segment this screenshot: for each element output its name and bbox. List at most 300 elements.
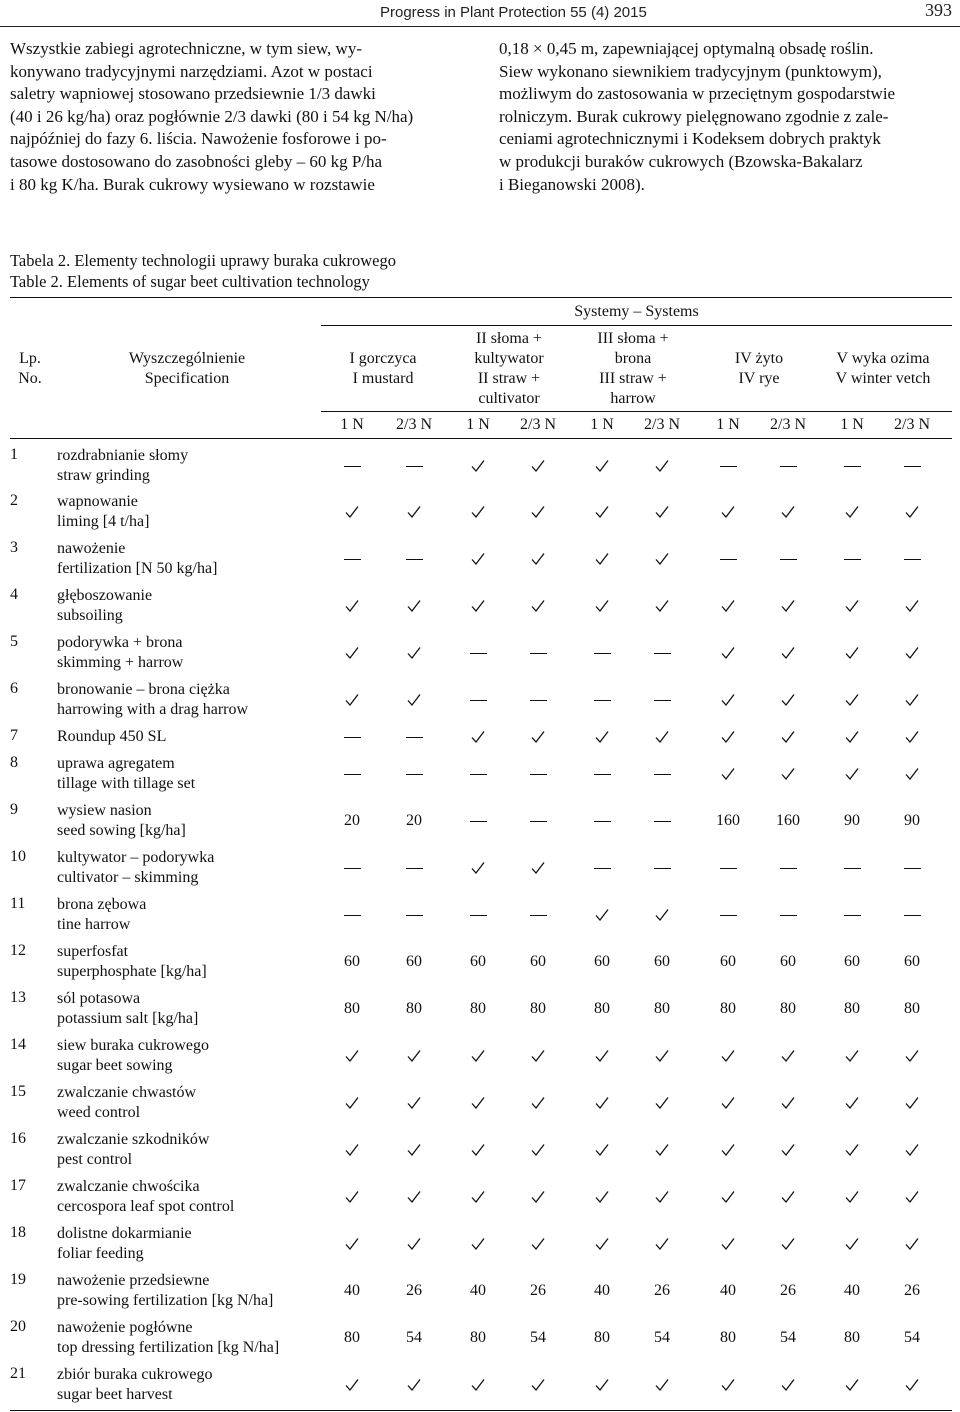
check-icon: [882, 1093, 942, 1113]
row-number: 16: [10, 1130, 26, 1147]
table-cell-value: 26: [904, 1282, 920, 1299]
check-icon: [508, 549, 568, 569]
table-cell-value: 80: [904, 1000, 920, 1017]
check-icon: [384, 1375, 444, 1395]
table-caption-en: Table 2. Elements of sugar beet cultivation technology: [10, 272, 370, 291]
n-dose-header: 1 N: [716, 416, 740, 433]
row-label-pl: nawożenie: [57, 540, 126, 557]
check-icon: [822, 1234, 882, 1254]
check-icon: [322, 1187, 382, 1207]
check-icon: [822, 1187, 882, 1207]
row-label: [57, 989, 198, 1029]
text-line: możliwym do zastosowania w przeciętnym gospodarstwie: [499, 84, 896, 104]
row-label-pl: nawożenie przedsiewne: [57, 1272, 210, 1289]
dash-icon: [322, 549, 382, 569]
n-dose-header: 1 N: [340, 416, 364, 433]
row-number: 8: [10, 754, 18, 771]
n-dose-header: 1 N: [466, 416, 490, 433]
check-icon: [758, 1234, 818, 1254]
check-icon: [822, 727, 882, 747]
row-label: [57, 1271, 273, 1311]
row-label-en: potassium salt [kg/ha]: [57, 1010, 199, 1027]
check-icon: [632, 549, 692, 569]
check-icon: [758, 1140, 818, 1160]
n-dose-header: 1 N: [840, 416, 864, 433]
row-number: 18: [10, 1224, 26, 1241]
check-icon: [384, 1093, 444, 1113]
check-icon: [572, 1140, 632, 1160]
table-cell-value: 90: [904, 812, 920, 829]
check-icon: [758, 502, 818, 522]
row-label-en: tillage with tillage set: [57, 775, 196, 792]
table-cell-value: 80: [844, 1000, 860, 1017]
row-label-en: pest control: [57, 1151, 133, 1168]
row-number: 3: [10, 539, 18, 556]
dash-icon: [572, 643, 632, 663]
text-line: konywano tradycyjnymi narzędziami. Azot w postaci: [10, 61, 373, 81]
table-cell-value: 60: [594, 953, 610, 970]
table-cell-value: 40: [344, 1282, 360, 1299]
col-header-spec-en: Specification: [144, 370, 230, 387]
text-line: (40 i 26 kg/ha) oraz pogłównie 2/3 dawki (80 i 54 kg N/ha): [10, 106, 414, 126]
check-icon: [322, 502, 382, 522]
col-header-lp-pl: Lp.: [19, 350, 41, 367]
table-cell-value: 60: [780, 953, 796, 970]
table-cell-value: 80: [720, 1000, 736, 1017]
system-header-line: [322, 389, 444, 409]
dash-icon: [572, 858, 632, 878]
check-icon: [448, 858, 508, 878]
check-icon: [698, 1187, 758, 1207]
row-label: [57, 1036, 209, 1076]
check-icon: [572, 1187, 632, 1207]
row-label-pl: głęboszowanie: [57, 587, 153, 604]
table-cell-value: 60: [470, 953, 486, 970]
table-cell-value: 80: [844, 1329, 860, 1346]
check-icon: [698, 1140, 758, 1160]
system-header-line: I mustard: [352, 370, 414, 387]
check-icon: [822, 502, 882, 522]
row-label: [57, 942, 207, 982]
check-icon: [882, 596, 942, 616]
check-icon: [572, 456, 632, 476]
table-cell-value: 20: [344, 812, 360, 829]
text-line: i Bieganowski 2008).: [499, 174, 645, 194]
table-cell-value: 20: [406, 812, 422, 829]
table-cell-value: 54: [654, 1329, 670, 1346]
check-icon: [384, 1187, 444, 1207]
check-icon: [322, 1046, 382, 1066]
dash-icon: [882, 905, 942, 925]
check-icon: [448, 456, 508, 476]
row-number: 10: [10, 848, 26, 865]
systems-header: Systemy – Systems: [574, 303, 699, 320]
row-label-pl: zwalczanie szkodników: [57, 1131, 210, 1148]
dash-icon: [882, 549, 942, 569]
row-label: [57, 727, 166, 747]
check-icon: [758, 1375, 818, 1395]
system-header-line: III straw +: [599, 370, 667, 387]
table-cell-value: 26: [654, 1282, 670, 1299]
row-label-en: liming [4 t/ha]: [57, 513, 150, 530]
check-icon: [822, 596, 882, 616]
check-icon: [572, 727, 632, 747]
check-icon: [632, 596, 692, 616]
check-icon: [822, 1140, 882, 1160]
system-header-line: harrow: [610, 390, 656, 407]
check-icon: [448, 1140, 508, 1160]
system-header-line: brona: [614, 350, 652, 367]
table-cell-value: 80: [470, 1000, 486, 1017]
row-label-pl: bronowanie – brona ciężka: [57, 681, 230, 698]
table-cell-value: 60: [904, 953, 920, 970]
dash-icon: [322, 727, 382, 747]
table-cell-value: 40: [720, 1282, 736, 1299]
row-label-en: fertilization [N 50 kg/ha]: [57, 560, 218, 577]
check-icon: [572, 1093, 632, 1113]
check-icon: [322, 1234, 382, 1254]
table-cell-value: 80: [530, 1000, 546, 1017]
dash-icon: [822, 858, 882, 878]
row-number: 5: [10, 633, 18, 650]
row-label-en: foliar feeding: [57, 1245, 144, 1262]
row-label: [57, 1130, 209, 1170]
table-caption-pl: Tabela 2. Elementy technologii uprawy buraka cukrowego: [10, 251, 397, 270]
dash-icon: [572, 764, 632, 784]
dash-icon: [698, 858, 758, 878]
n-dose-header: 1 N: [590, 416, 614, 433]
row-number: 6: [10, 680, 18, 697]
dash-icon: [882, 456, 942, 476]
check-icon: [758, 690, 818, 710]
check-icon: [572, 1375, 632, 1395]
table-cell-value: 80: [344, 1000, 360, 1017]
row-label-pl: nawożenie pogłówne: [57, 1319, 193, 1336]
dash-icon: [508, 643, 568, 663]
dash-icon: [508, 811, 568, 831]
row-number: 19: [10, 1271, 26, 1288]
check-icon: [508, 1140, 568, 1160]
col-header-spec-pl: Wyszczególnienie: [128, 350, 246, 367]
dash-icon: [632, 858, 692, 878]
n-header-rule: [321, 411, 952, 412]
check-icon: [572, 1046, 632, 1066]
dash-icon: [384, 456, 444, 476]
check-icon: [632, 502, 692, 522]
row-label-en: weed control: [57, 1104, 141, 1121]
row-label-pl: wapnowanie: [57, 493, 138, 510]
check-icon: [882, 502, 942, 522]
table-cell-value: 80: [470, 1329, 486, 1346]
body-text-right: [499, 38, 955, 196]
check-icon: [632, 1234, 692, 1254]
check-icon: [384, 502, 444, 522]
dash-icon: [632, 811, 692, 831]
row-label: [57, 848, 214, 888]
table-cell-value: 26: [530, 1282, 546, 1299]
text-line: rolniczym. Burak cukrowy pielęgnowano zgodnie z zale-: [499, 106, 889, 126]
text-line: ceniami agrotechnicznymi i Kodeksem dobrych praktyk: [499, 129, 881, 149]
row-label-pl: podorywka + brona: [57, 634, 183, 651]
row-number: 4: [10, 586, 18, 603]
check-icon: [384, 1046, 444, 1066]
dash-icon: [758, 456, 818, 476]
row-label-pl: sól potasowa: [57, 990, 141, 1007]
row-label-en: straw grinding: [57, 467, 150, 484]
row-label: [57, 754, 195, 794]
row-label-pl: kultywator – podorywka: [57, 849, 215, 866]
dash-icon: [448, 643, 508, 663]
dash-icon: [322, 858, 382, 878]
check-icon: [882, 1187, 942, 1207]
row-label-pl: siew buraka cukrowego: [57, 1037, 209, 1054]
row-number: 2: [10, 492, 18, 509]
n-dose-header: 2/3 N: [644, 416, 680, 433]
row-label-pl: superfosfat: [57, 943, 129, 960]
check-icon: [758, 1046, 818, 1066]
row-label-en: cercospora leaf spot control: [57, 1198, 235, 1215]
table-cell-value: 80: [344, 1329, 360, 1346]
row-label-pl: zbiór buraka cukrowego: [57, 1366, 213, 1383]
row-label-en: top dressing fertilization [kg N/ha]: [57, 1339, 280, 1356]
check-icon: [632, 1140, 692, 1160]
system-header-line: I gorczyca: [349, 350, 417, 367]
check-icon: [698, 727, 758, 747]
dash-icon: [322, 456, 382, 476]
body-text-left: [10, 38, 468, 196]
n-dose-header: 2/3 N: [770, 416, 806, 433]
system-header-2: [448, 329, 570, 409]
row-label: [57, 586, 152, 626]
check-icon: [758, 643, 818, 663]
check-icon: [572, 1234, 632, 1254]
check-icon: [698, 1046, 758, 1066]
row-label: [57, 801, 186, 841]
check-icon: [448, 1046, 508, 1066]
table-cell-value: 54: [406, 1329, 422, 1346]
dash-icon: [822, 905, 882, 925]
table-cell-value: 60: [844, 953, 860, 970]
row-label-en: sugar beet harvest: [57, 1386, 173, 1403]
check-icon: [632, 1093, 692, 1113]
row-number: 7: [10, 727, 18, 744]
row-label: [57, 446, 188, 486]
check-icon: [758, 596, 818, 616]
system-header-line: cultivator: [478, 390, 540, 407]
dash-icon: [508, 905, 568, 925]
dash-icon: [632, 643, 692, 663]
dash-icon: [572, 811, 632, 831]
text-line: saletry wapniowej stosowano przedsiewnie 1/3 dawki: [10, 84, 376, 104]
text-line: w produkcji buraków cukrowych (Bzowska-Bakalarz: [499, 151, 863, 171]
n-dose-header: 2/3 N: [520, 416, 556, 433]
check-icon: [822, 1093, 882, 1113]
check-icon: [882, 727, 942, 747]
system-header-3: [572, 329, 694, 409]
row-label: [57, 1318, 279, 1358]
check-icon: [508, 502, 568, 522]
system-header-line: [698, 329, 820, 349]
check-icon: [758, 1187, 818, 1207]
check-icon: [448, 596, 508, 616]
dash-icon: [758, 905, 818, 925]
row-label-pl: brona zębowa: [57, 896, 147, 913]
dash-icon: [384, 549, 444, 569]
dash-icon: [384, 858, 444, 878]
table-cell-value: 80: [720, 1329, 736, 1346]
table-cell-value: 90: [844, 812, 860, 829]
check-icon: [882, 1140, 942, 1160]
dash-icon: [384, 727, 444, 747]
dash-icon: [384, 905, 444, 925]
system-header-line: kultywator: [474, 350, 544, 367]
row-number: 13: [10, 989, 26, 1006]
table-cell-value: 60: [406, 953, 422, 970]
check-icon: [882, 643, 942, 663]
check-icon: [384, 1140, 444, 1160]
table-cell-value: 54: [530, 1329, 546, 1346]
system-header-line: [698, 389, 820, 409]
check-icon: [322, 596, 382, 616]
system-header-line: III słoma +: [597, 330, 669, 347]
check-icon: [882, 764, 942, 784]
row-label-en: subsoiling: [57, 607, 123, 624]
check-icon: [508, 596, 568, 616]
dash-icon: [448, 690, 508, 710]
col-header-lp: [10, 349, 50, 389]
check-icon: [822, 643, 882, 663]
row-label-pl: dolistne dokarmianie: [57, 1225, 192, 1242]
dash-icon: [632, 764, 692, 784]
table-cell-value: 54: [904, 1329, 920, 1346]
check-icon: [448, 502, 508, 522]
check-icon: [322, 1375, 382, 1395]
check-icon: [698, 764, 758, 784]
table-cell-value: 40: [470, 1282, 486, 1299]
n-dose-header: 2/3 N: [396, 416, 432, 433]
check-icon: [508, 1375, 568, 1395]
check-icon: [508, 456, 568, 476]
row-label: [57, 1365, 213, 1405]
dash-icon: [572, 690, 632, 710]
check-icon: [448, 1375, 508, 1395]
check-icon: [882, 690, 942, 710]
dash-icon: [822, 549, 882, 569]
check-icon: [632, 905, 692, 925]
table-cell-value: 26: [780, 1282, 796, 1299]
row-label-en: sugar beet sowing: [57, 1057, 173, 1074]
table-cell-value: 60: [720, 953, 736, 970]
row-number: 14: [10, 1036, 26, 1053]
check-icon: [322, 690, 382, 710]
check-icon: [882, 1375, 942, 1395]
text-line: i 80 kg K/ha. Burak cukrowy wysiewano w rozstawie: [10, 174, 375, 194]
check-icon: [632, 727, 692, 747]
check-icon: [448, 549, 508, 569]
row-label-en: superphosphate [kg/ha]: [57, 963, 207, 980]
table-cell-value: 40: [594, 1282, 610, 1299]
dash-icon: [448, 764, 508, 784]
row-number: 17: [10, 1177, 26, 1194]
row-label-pl: zwalczanie chwościka: [57, 1178, 200, 1195]
systems-header-rule: [321, 325, 952, 326]
check-icon: [448, 1234, 508, 1254]
text-line: najpóźniej do fazy 6. liścia. Nawożenie fosforowe i po-: [10, 129, 387, 149]
check-icon: [508, 1187, 568, 1207]
row-number: 11: [10, 895, 26, 912]
row-label-en: seed sowing [kg/ha]: [57, 822, 186, 839]
system-header-line: II straw +: [477, 370, 541, 387]
dash-icon: [322, 764, 382, 784]
dash-icon: [698, 905, 758, 925]
system-header-5: [822, 329, 944, 409]
system-header-line: [822, 329, 944, 349]
table-cell-value: 80: [780, 1000, 796, 1017]
check-icon: [822, 1375, 882, 1395]
check-icon: [698, 596, 758, 616]
system-header-4: [698, 329, 820, 409]
row-label: [57, 1177, 234, 1217]
row-label-pl: rozdrabnianie słomy: [57, 447, 189, 464]
check-icon: [632, 1375, 692, 1395]
row-label: [57, 539, 217, 579]
check-icon: [322, 643, 382, 663]
table-cell-value: 80: [594, 1329, 610, 1346]
check-icon: [698, 1093, 758, 1113]
row-label-en: pre-sowing fertilization [kg N/ha]: [57, 1292, 274, 1309]
check-icon: [508, 727, 568, 747]
table-cell-value: 160: [776, 812, 800, 829]
n-dose-header: 2/3 N: [894, 416, 930, 433]
system-header-line: V wyka ozima: [836, 350, 930, 367]
check-icon: [384, 596, 444, 616]
header-divider: [0, 26, 960, 27]
table-header-rule: [10, 438, 952, 439]
dash-icon: [448, 905, 508, 925]
row-label: [57, 895, 146, 935]
dash-icon: [632, 690, 692, 710]
table-cell-value: 60: [654, 953, 670, 970]
row-label: [57, 1083, 196, 1123]
check-icon: [572, 502, 632, 522]
check-icon: [572, 549, 632, 569]
row-label: [57, 680, 248, 720]
journal-header: Progress in Plant Protection 55 (4) 2015: [380, 4, 647, 21]
dash-icon: [322, 905, 382, 925]
row-label-pl: uprawa agregatem: [57, 755, 175, 772]
col-header-specification: [57, 349, 317, 389]
check-icon: [384, 690, 444, 710]
row-label-en: skimming + harrow: [57, 654, 184, 671]
check-icon: [322, 1140, 382, 1160]
table-cell-value: 80: [654, 1000, 670, 1017]
row-number: 1: [10, 446, 18, 463]
system-header-line: IV żyto: [734, 350, 784, 367]
dash-icon: [448, 811, 508, 831]
table-cell-value: 60: [530, 953, 546, 970]
dash-icon: [508, 690, 568, 710]
check-icon: [384, 1234, 444, 1254]
text-line: Wszystkie zabiegi agrotechniczne, w tym siew, wy-: [10, 39, 362, 58]
system-header-line: [322, 329, 444, 349]
check-icon: [822, 690, 882, 710]
row-label-pl: Roundup 450 SL: [57, 728, 167, 745]
check-icon: [698, 1234, 758, 1254]
text-line: tasowe dostosowano do zasobności gleby – 60 kg P/ha: [10, 151, 383, 171]
row-label: [57, 633, 183, 673]
check-icon: [758, 1093, 818, 1113]
check-icon: [572, 905, 632, 925]
